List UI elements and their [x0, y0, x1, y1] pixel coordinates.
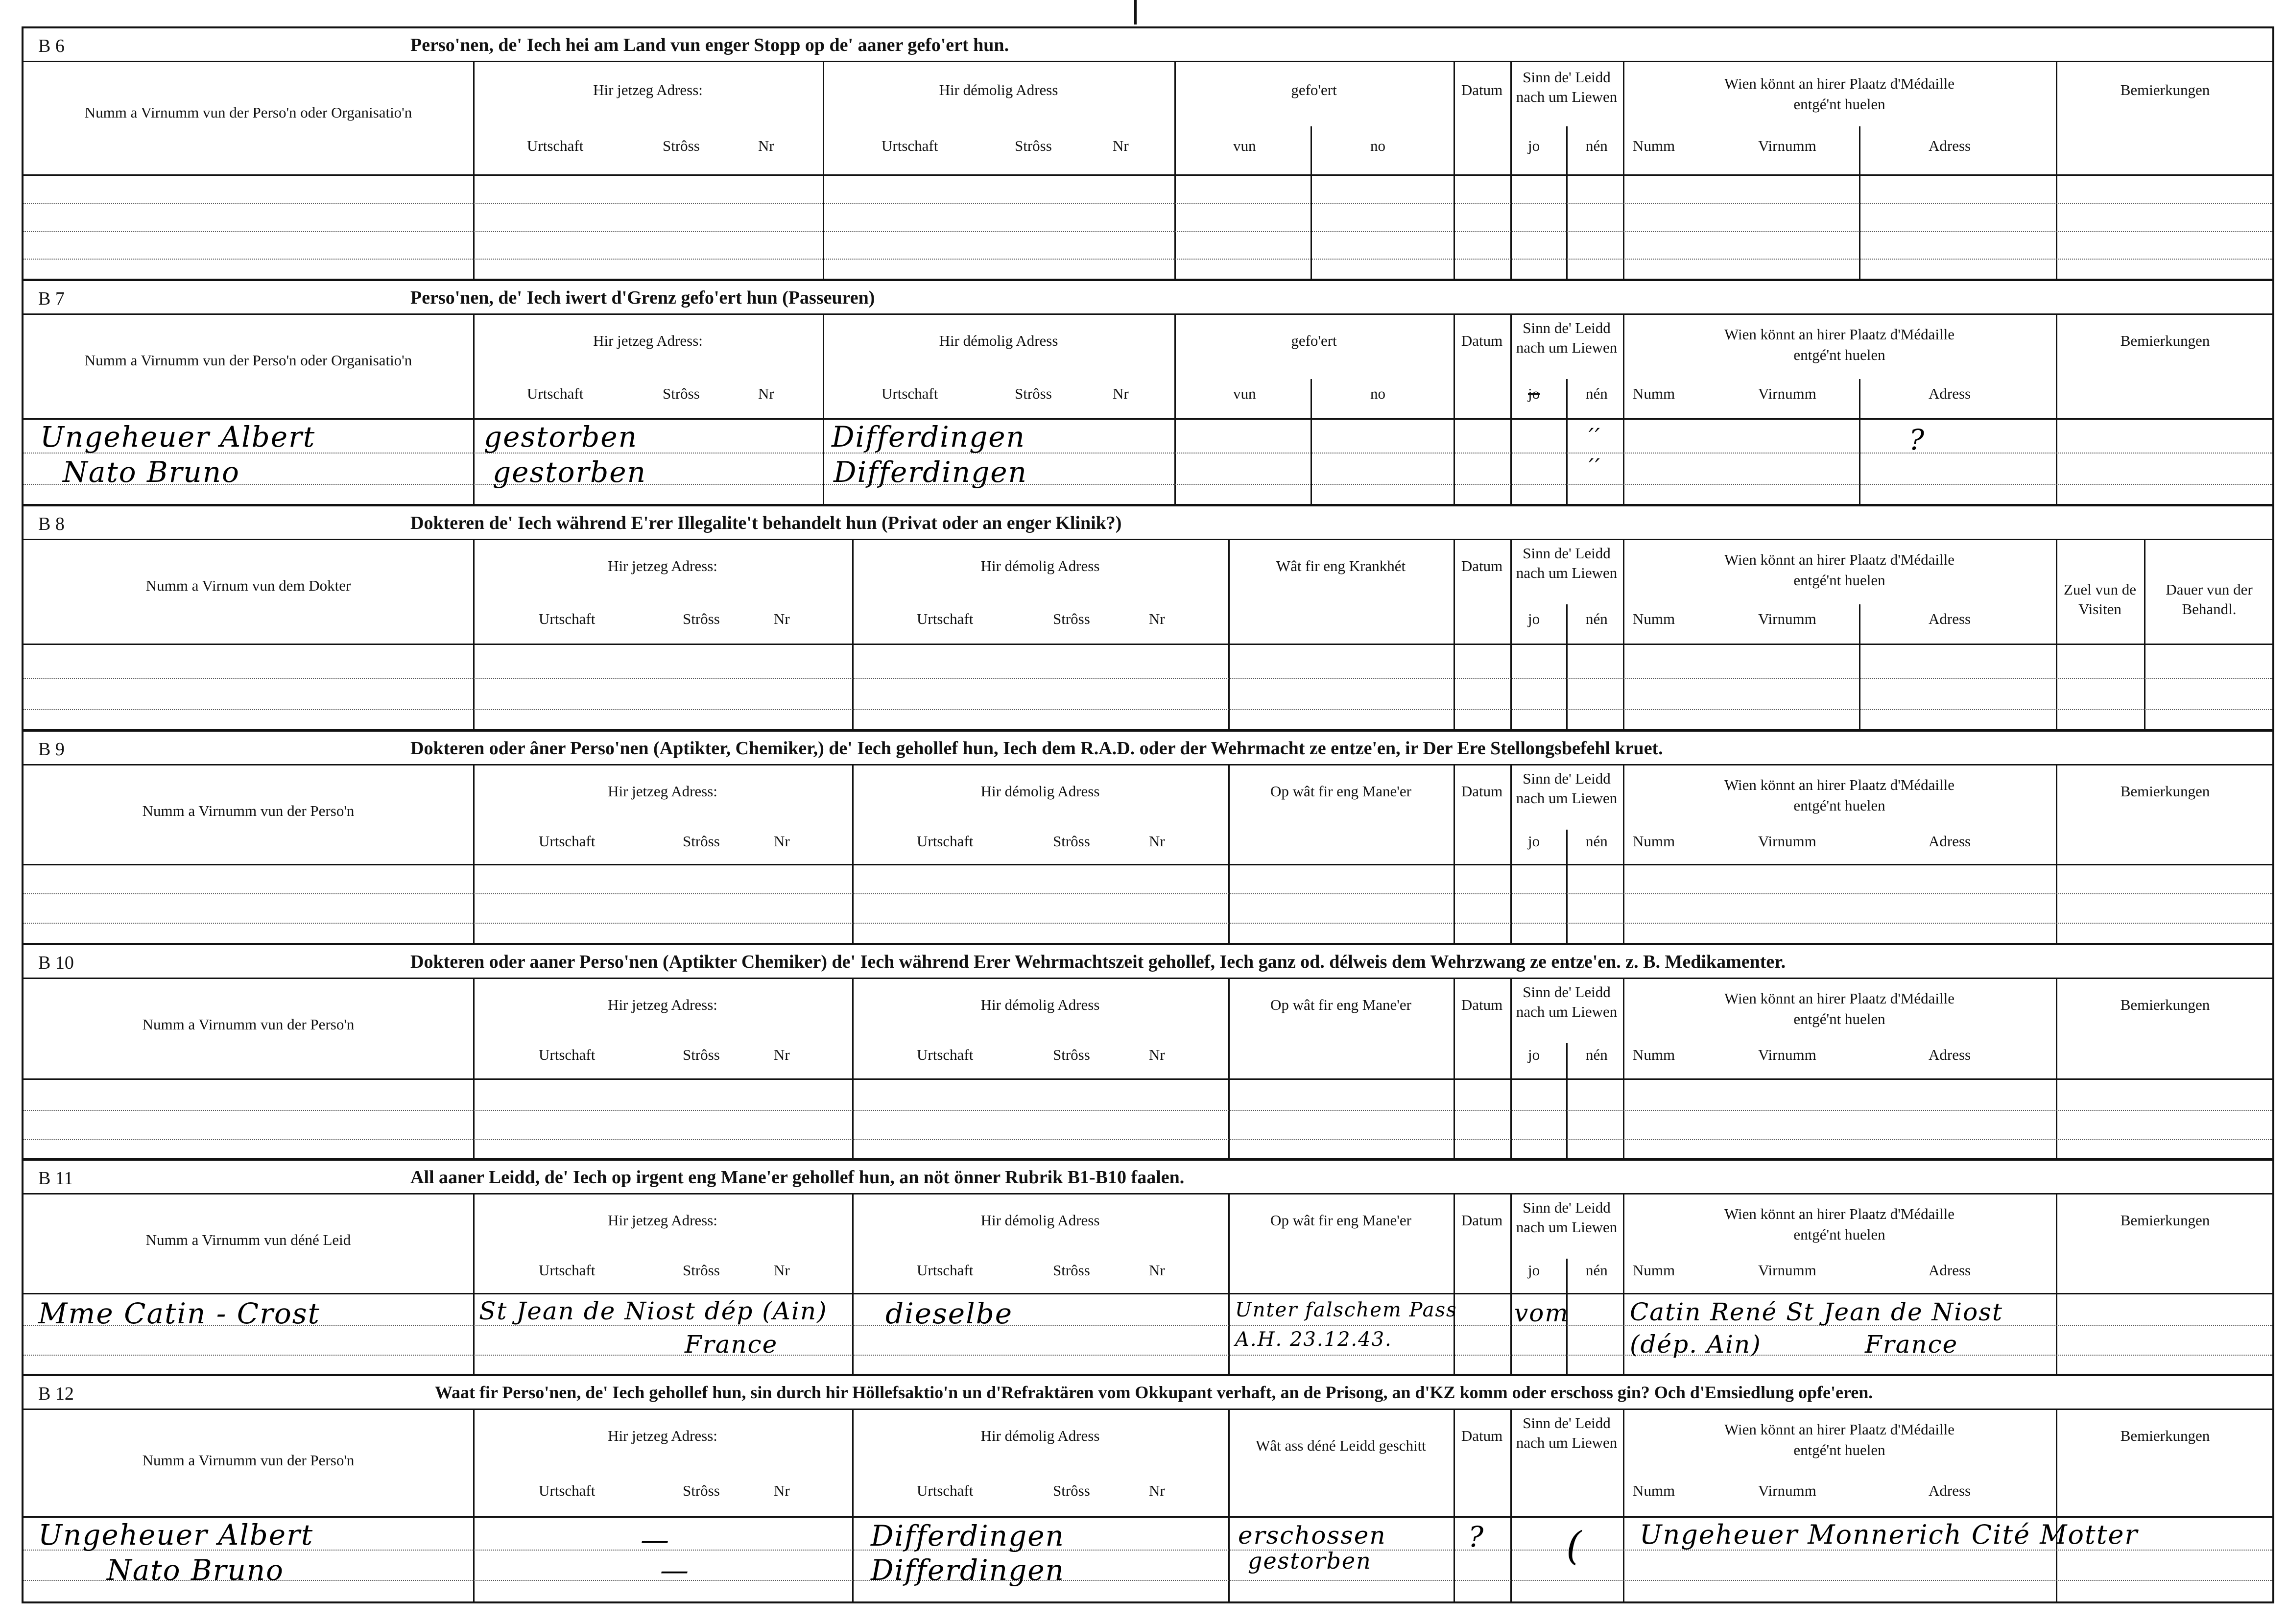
sub-virnumm: Virnumm [1758, 833, 1816, 850]
header-sinn-leidd: Sinn de' Leidd nach um Liewen [1516, 545, 1618, 581]
header-bemierkungen: Bemierkungen [2120, 81, 2210, 98]
sub-vun: vun [1233, 385, 1256, 402]
top-tick-mark [1134, 0, 1137, 24]
section-code: B 6 [38, 36, 65, 56]
sub-adress: Adress [1929, 1482, 1971, 1499]
sub-stross: Strôss [1053, 610, 1090, 627]
header-geschitt: Wât ass déné Leidd geschitt [1256, 1437, 1426, 1454]
header-datum: Datum [1461, 1212, 1503, 1229]
header-current-address: Hir jetzeg Adress: [608, 996, 717, 1013]
sub-nen: nén [1586, 1046, 1608, 1063]
sub-nen: nén [1586, 137, 1608, 154]
hw-b12-current-1: — [641, 1523, 670, 1556]
hw-b7-former-1: Differdingen [832, 420, 1025, 454]
sub-nen: nén [1586, 385, 1608, 402]
hw-b12-bracket: ( [1566, 1523, 1583, 1569]
sub-urtschaft: Urtschaft [539, 610, 596, 627]
hw-b11-current-1: St Jean de Niost dép (Ain) [479, 1297, 828, 1325]
sub-stross: Strôss [683, 610, 720, 627]
hw-b12-name-1: Ungeheuer Albert [38, 1518, 314, 1552]
section-title: Waat fir Perso'nen, de' Iech gehollef hun, sin durch hir Höllefsaktio'n un d'Refraktären vom Okkupant verhaft, an de Prisong, an d'KZ komm oder erschoss gin? Och d'Emsiedlung opfe'eren. [435, 1383, 1873, 1402]
sub-jo: jo [1528, 833, 1540, 850]
header-current-address: Hir jetzeg Adress: [593, 332, 703, 349]
header-medal: Wien könnt an hirer Plaatz d'Médaille entgé'nt huelen [1724, 75, 1955, 113]
sub-stross: Strôss [683, 1262, 720, 1279]
hw-b12-former-2: Differdingen [871, 1553, 1065, 1587]
sub-jo: jo [1528, 1262, 1540, 1279]
header-former-address: Hir démolig Adress [980, 557, 1100, 574]
hw-b7-nen-2: ′′ [1589, 454, 1601, 480]
sub-nen: nén [1586, 610, 1608, 627]
header-mane-er: Op wât fir eng Mane'er [1270, 783, 1411, 800]
sub-adress: Adress [1929, 1262, 1971, 1279]
hw-b12-name-2: Nato Bruno [107, 1553, 284, 1587]
hw-b12-datum: ? [1468, 1520, 1485, 1553]
sub-numm: Numm [1633, 833, 1675, 850]
header-medal: Wien könnt an hirer Plaatz d'Médaille entgé'nt huelen [1724, 990, 1955, 1027]
header-former-address: Hir démolig Adress [980, 1427, 1100, 1444]
sub-adress: Adress [1929, 385, 1971, 402]
header-current-address: Hir jetzeg Adress: [608, 783, 717, 800]
sub-urtschaft: Urtschaft [917, 1046, 974, 1063]
header-name: Numm a Virnumm vun der Perso'n oder Organisatio'n [84, 104, 412, 121]
header-doctor-name: Numm a Virnum vun dem Dokter [145, 577, 351, 594]
header-mane-er: Op wât fir eng Mane'er [1270, 1212, 1411, 1229]
header-medal: Wien könnt an hirer Plaatz d'Médaille entgé'nt huelen [1724, 776, 1955, 814]
section-b8 [24, 506, 2272, 732]
sub-nr: Nr [1113, 385, 1129, 402]
header-sinn-leidd: Sinn de' Leidd nach um Liewen [1516, 983, 1618, 1020]
sub-nr: Nr [774, 1046, 790, 1063]
sub-nr: Nr [1149, 610, 1165, 627]
header-datum: Datum [1461, 557, 1503, 574]
section-code: B 9 [38, 739, 65, 760]
sub-stross: Strôss [683, 833, 720, 850]
sub-nen: nén [1586, 833, 1608, 850]
header-gefoert: gefo'ert [1291, 332, 1337, 349]
sub-virnumm: Virnumm [1758, 610, 1816, 627]
section-b9 [24, 732, 2272, 945]
sub-stross: Strôss [1053, 1262, 1090, 1279]
header-sinn-leidd: Sinn de' Leidd nach um Liewen [1516, 1414, 1618, 1451]
section-b12 [24, 1376, 2272, 1601]
sub-stross: Strôss [1015, 385, 1052, 402]
hw-b11-medal-1: Catin René St Jean de Niost [1630, 1298, 2003, 1326]
sub-nr: Nr [1149, 1046, 1165, 1063]
section-title: Perso'nen, de' Iech iwert d'Grenz gefo'ert hun (Passeuren) [410, 287, 875, 308]
sub-no: no [1370, 385, 1385, 402]
hw-b11-way-2: A.H. 23.12.43. [1235, 1328, 1392, 1351]
sub-stross: Strôss [683, 1046, 720, 1063]
header-sinn-leidd: Sinn de' Leidd nach um Liewen [1516, 319, 1618, 356]
section-b7 [24, 281, 2272, 506]
sub-nr: Nr [758, 385, 774, 402]
header-sinn-leidd: Sinn de' Leidd nach um Liewen [1516, 1199, 1618, 1236]
section-title: All aaner Leidd, de' Iech op irgent eng Mane'er gehollef hun, an nöt önner Rubrik B1-B10 faalen. [410, 1167, 1185, 1188]
hw-b11-medal-2: (dép. Ain) [1630, 1330, 1762, 1359]
header-former-address: Hir démolig Adress [980, 996, 1100, 1013]
questionnaire-form [22, 26, 2274, 1603]
section-title: Perso'nen, de' Iech hei am Land vun enger Stopp op de' aaner gefo'ert hun. [410, 35, 1009, 55]
header-name: Numm a Virnumm vun déné Leid [145, 1231, 351, 1248]
sub-virnumm: Virnumm [1758, 385, 1816, 402]
sub-stross: Strôss [1015, 137, 1052, 154]
hw-b7-nen-1: ′′ [1589, 423, 1601, 450]
section-code: B 7 [38, 288, 65, 309]
header-medal: Wien könnt an hirer Plaatz d'Médaille entgé'nt huelen [1724, 326, 1955, 363]
header-current-address: Hir jetzeg Adress: [593, 81, 703, 98]
header-name: Numm a Virnumm vun der Perso'n [142, 1452, 355, 1469]
hw-b7-current-1: gestorben [484, 420, 638, 454]
header-bemierkungen: Bemierkungen [2120, 1212, 2210, 1229]
sub-virnumm: Virnumm [1758, 1262, 1816, 1279]
section-code: B 12 [38, 1384, 74, 1404]
sub-stross: Strôss [663, 385, 700, 402]
header-datum: Datum [1461, 996, 1503, 1013]
hw-b11-former: dieselbe [885, 1297, 1013, 1330]
sub-urtschaft: Urtschaft [539, 833, 596, 850]
sub-nr: Nr [1149, 1262, 1165, 1279]
hw-b7-former-2: Differdingen [834, 455, 1027, 489]
hw-b12-what-2: gestorben [1248, 1548, 1372, 1574]
header-datum: Datum [1461, 783, 1503, 800]
hw-b11-name: Mme Catin - Crost [38, 1297, 320, 1330]
header-mane-er: Op wât fir eng Mane'er [1270, 996, 1411, 1013]
hw-b11-way-1: Unter falschem Pass [1235, 1299, 1457, 1321]
sub-numm: Numm [1633, 1482, 1675, 1499]
section-title: Dokteren oder âner Perso'nen (Aptikter, Chemiker,) de' Iech gehollef hun, Iech dem R.A.D. oder der Wehrmacht ze entze'en, ir Der Ere Stellongsbefehl kruet. [410, 738, 1663, 759]
sub-virnumm: Virnumm [1758, 1046, 1816, 1063]
sub-nr: Nr [1113, 137, 1129, 154]
sub-jo: jo [1528, 610, 1540, 627]
header-medal: Wien könnt an hirer Plaatz d'Médaille entgé'nt huelen [1724, 1205, 1955, 1243]
sub-urtschaft: Urtschaft [539, 1482, 596, 1499]
sub-urtschaft: Urtschaft [917, 1262, 974, 1279]
hw-b12-current-2: — [660, 1553, 690, 1587]
sub-adress: Adress [1929, 1046, 1971, 1063]
header-datum: Datum [1461, 81, 1503, 98]
sub-nr: Nr [774, 1482, 790, 1499]
section-code: B 8 [38, 514, 65, 534]
header-krankheet: Wât fir eng Krankhét [1276, 557, 1406, 574]
sub-numm: Numm [1633, 385, 1675, 402]
hw-b7-name-1: Ungeheuer Albert [40, 420, 316, 454]
sub-numm: Numm [1633, 137, 1675, 154]
section-title: Dokteren de' Iech während E'rer Illegalite't behandelt hun (Privat oder an enger Klinik?) [410, 513, 1122, 533]
sub-jo: jo [1528, 1046, 1540, 1063]
header-name: Numm a Virnumm vun der Perso'n [142, 802, 355, 819]
header-name: Numm a Virnumm vun der Perso'n [142, 1016, 355, 1033]
sub-urtschaft: Urtschaft [539, 1046, 596, 1063]
header-medal: Wien könnt an hirer Plaatz d'Médaille entgé'nt huelen [1724, 1421, 1955, 1458]
section-code: B 10 [38, 953, 74, 973]
hw-b7-current-2: gestorben [493, 455, 646, 489]
sub-urtschaft: Urtschaft [882, 385, 938, 402]
sub-nr: Nr [774, 610, 790, 627]
sub-numm: Numm [1633, 610, 1675, 627]
header-datum: Datum [1461, 332, 1503, 349]
sub-urtschaft: Urtschaft [882, 137, 938, 154]
header-zuel-visiten: Zuel vun de Visiten [2063, 581, 2137, 618]
sub-adress: Adress [1929, 833, 1971, 850]
hw-b11-medal-3: France [1865, 1330, 1958, 1359]
header-bemierkungen: Bemierkungen [2120, 332, 2210, 349]
sub-stross: Strôss [683, 1482, 720, 1499]
header-current-address: Hir jetzeg Adress: [608, 557, 717, 574]
sub-numm: Numm [1633, 1046, 1675, 1063]
sub-urtschaft: Urtschaft [917, 610, 974, 627]
header-former-address: Hir démolig Adress [980, 1212, 1100, 1229]
section-b6 [24, 28, 2272, 281]
sub-urtschaft: Urtschaft [539, 1262, 596, 1279]
sub-nr: Nr [758, 137, 774, 154]
section-code: B 11 [38, 1168, 73, 1189]
sub-stross: Strôss [1053, 1482, 1090, 1499]
header-current-address: Hir jetzeg Adress: [608, 1212, 717, 1229]
sub-urtschaft: Urtschaft [527, 137, 584, 154]
sub-stross: Strôss [1053, 833, 1090, 850]
sub-no: no [1370, 137, 1385, 154]
header-former-address: Hir démolig Adress [939, 81, 1058, 98]
hw-b12-medal: Ungeheuer Monnerich Cité Motter [1640, 1519, 2139, 1550]
header-name: Numm a Virnumm vun der Perso'n oder Organisatio'n [84, 352, 412, 369]
hw-b12-former-1: Differdingen [871, 1519, 1065, 1552]
sub-virnumm: Virnumm [1758, 137, 1816, 154]
sub-urtschaft: Urtschaft [527, 385, 584, 402]
sub-urtschaft: Urtschaft [917, 1482, 974, 1499]
sub-nr: Nr [1149, 833, 1165, 850]
sub-jo: jo [1528, 137, 1540, 154]
sub-nr: Nr [1149, 1482, 1165, 1499]
sub-stross: Strôss [1053, 1046, 1090, 1063]
header-former-address: Hir démolig Adress [939, 332, 1058, 349]
section-title: Dokteren oder aaner Perso'nen (Aptikter Chemiker) de' Iech während Erer Wehrmachtszeit gehollef, Iech ganz od. délweis dem Wehrzwang ze entze'en. z. B. Medikamenter. [410, 952, 1786, 972]
sub-urtschaft: Urtschaft [917, 833, 974, 850]
sub-nr: Nr [774, 833, 790, 850]
header-medal: Wien könnt an hirer Plaatz d'Médaille entgé'nt huelen [1724, 551, 1955, 589]
header-datum: Datum [1461, 1427, 1503, 1444]
sub-virnumm: Virnumm [1758, 1482, 1816, 1499]
header-dauer-behandl: Dauer vun der Behandl. [2166, 581, 2253, 618]
hw-b7-address: ? [1909, 423, 1926, 456]
hw-b11-current-2: France [685, 1330, 778, 1359]
section-b11 [24, 1161, 2272, 1376]
hw-b12-what-1: erschossen [1238, 1521, 1386, 1550]
hw-b11-vun: vom [1514, 1299, 1569, 1327]
header-bemierkungen: Bemierkungen [2120, 783, 2210, 800]
header-bemierkungen: Bemierkungen [2120, 1427, 2210, 1444]
sub-stross: Strôss [663, 137, 700, 154]
header-bemierkungen: Bemierkungen [2120, 996, 2210, 1013]
sub-adress: Adress [1929, 610, 1971, 627]
sub-numm: Numm [1633, 1262, 1675, 1279]
sub-nr: Nr [774, 1262, 790, 1279]
header-sinn-leidd: Sinn de' Leidd nach um Liewen [1516, 770, 1618, 807]
header-gefoert: gefo'ert [1291, 81, 1337, 98]
sub-vun: vun [1233, 137, 1256, 154]
header-sinn-leidd: Sinn de' Leidd nach um Liewen [1516, 69, 1618, 105]
header-current-address: Hir jetzeg Adress: [608, 1427, 717, 1444]
hw-b7-name-2: Nato Bruno [63, 455, 240, 489]
sub-jo: jo [1528, 385, 1540, 402]
sub-nen: nén [1586, 1262, 1608, 1279]
sub-adress: Adress [1929, 137, 1971, 154]
header-former-address: Hir démolig Adress [980, 783, 1100, 800]
section-b10 [24, 945, 2272, 1161]
